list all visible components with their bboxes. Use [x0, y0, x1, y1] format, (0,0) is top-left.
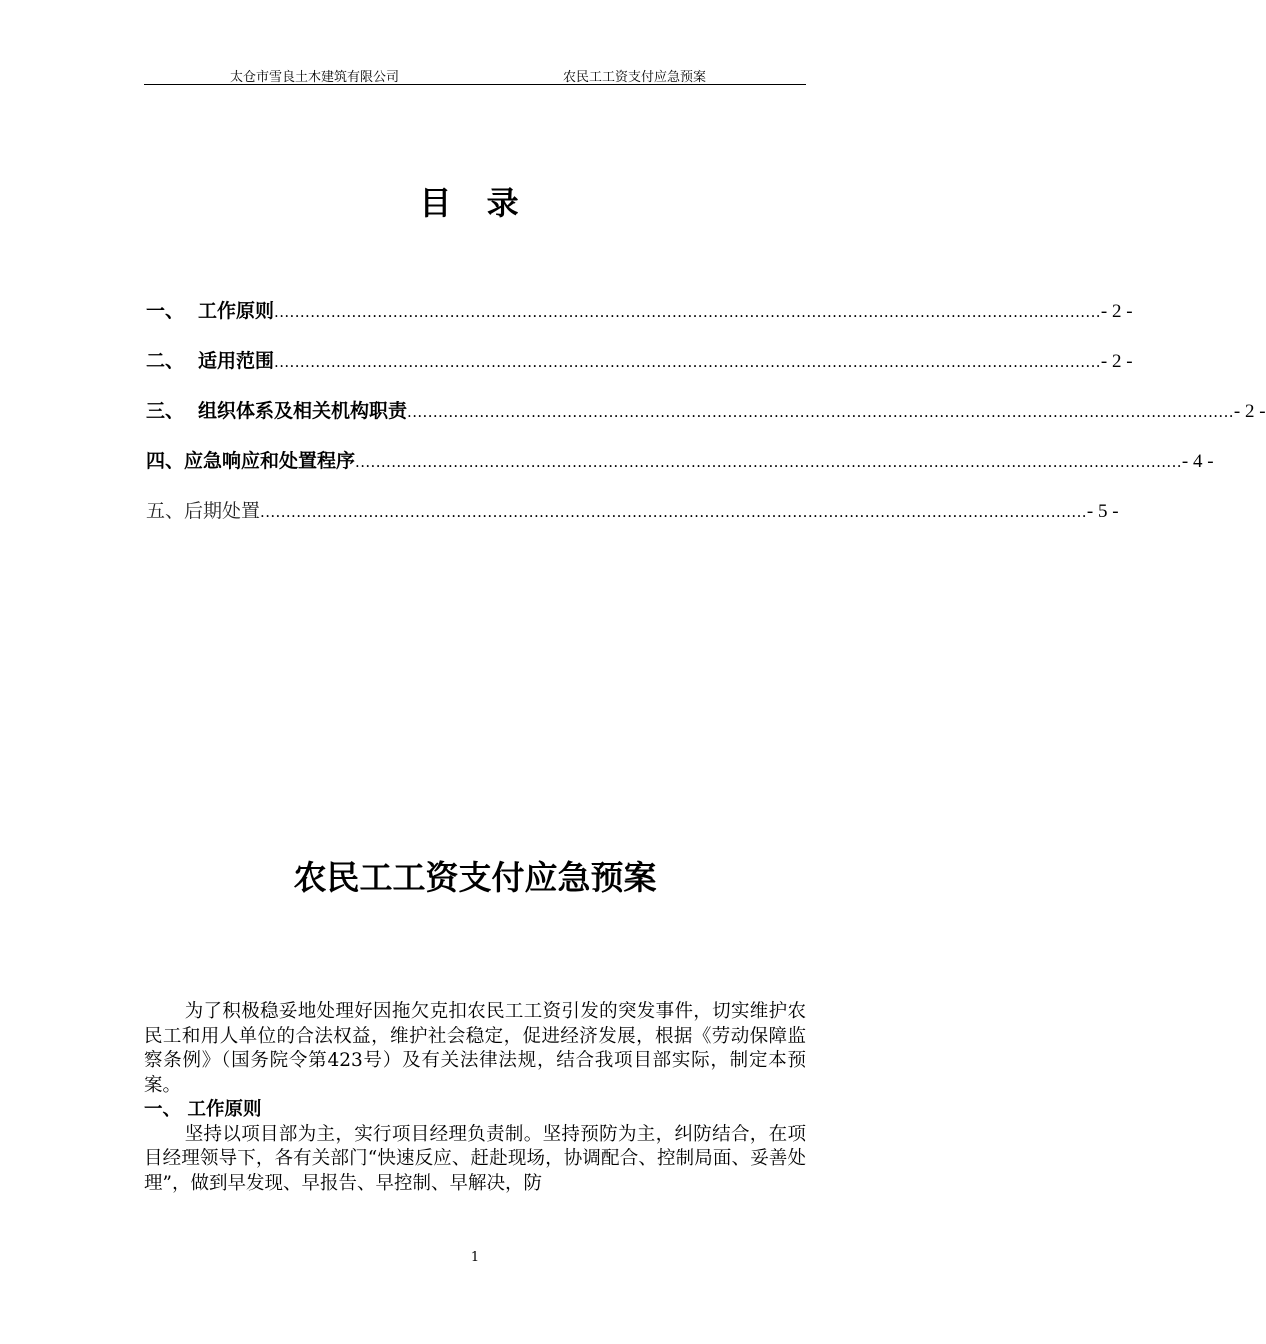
- toc-entry-text: 后期处置: [184, 500, 261, 522]
- toc-entry-1[interactable]: [146, 296, 1133, 346]
- toc-leader-dots: ................................................................................................................................................................: [407, 403, 1234, 421]
- toc-entry-number: 五、: [146, 500, 185, 522]
- toc-entry-page: - 2 -: [1100, 351, 1133, 372]
- document-title: 农民工工资支付应急预案: [293, 858, 657, 897]
- toc-entry-page: - 4 -: [1181, 451, 1214, 472]
- toc-entry-number: 二、: [146, 350, 185, 372]
- intro-paragraph: 为了积极稳妥地处理好因拖欠克扣农民工工资引发的突发事件，切实维护农民工和用人单位的合法权益，维护社会稳定，促进经济发展，根据《劳动保障监察条例》（国务院令第423号）及有关法律法规，结合我项目部实际，制定本预案。: [144, 1001, 806, 1096]
- toc-entry-text: 工作原则: [198, 300, 275, 322]
- page-number: 1: [470, 1250, 480, 1265]
- document-body: [144, 1000, 806, 1196]
- toc-entry-number: 一、: [146, 300, 185, 322]
- header-company-name: 太仓市雪良土木建筑有限公司: [230, 70, 400, 85]
- toc-leader-dots: ................................................................................................................................................................: [274, 303, 1101, 321]
- toc-leader-dots: ................................................................................................................................................................: [260, 503, 1087, 521]
- toc-entry-3[interactable]: [146, 396, 1266, 446]
- toc-title: 目 录: [419, 184, 531, 222]
- header-document-title: 农民工工资支付应急预案: [563, 70, 707, 85]
- toc-entry-page: - 2 -: [1233, 401, 1266, 422]
- toc-entry-2[interactable]: [146, 346, 1133, 396]
- section-heading: 一、 工作原则: [144, 1099, 262, 1120]
- toc-entry-text: 组织体系及相关机构职责: [198, 400, 408, 422]
- toc-entry-4[interactable]: [146, 446, 1214, 496]
- toc-leader-dots: ................................................................................................................................................................: [355, 453, 1182, 471]
- toc-entry-5[interactable]: [146, 496, 1119, 546]
- toc-entry-text: 应急响应和处置程序: [184, 450, 356, 472]
- table-of-contents: [146, 296, 1266, 546]
- toc-entry-page: - 2 -: [1100, 301, 1133, 322]
- toc-entry-text: 适用范围: [198, 350, 275, 372]
- toc-entry-number: 三、: [146, 400, 185, 422]
- page-header: [144, 62, 806, 85]
- toc-entry-number: 四、: [146, 450, 185, 472]
- toc-leader-dots: ................................................................................................................................................................: [274, 353, 1101, 371]
- section-paragraph: 坚持以项目部为主，实行项目经理负责制。坚持预防为主，纠防结合，在项目经理领导下，各有关部门“快速反应、赶赴现场，协调配合、控制局面、妥善处理”，做到早发现、早报告、早控制、早解决，防: [144, 1123, 806, 1194]
- toc-entry-page: - 5 -: [1086, 501, 1119, 522]
